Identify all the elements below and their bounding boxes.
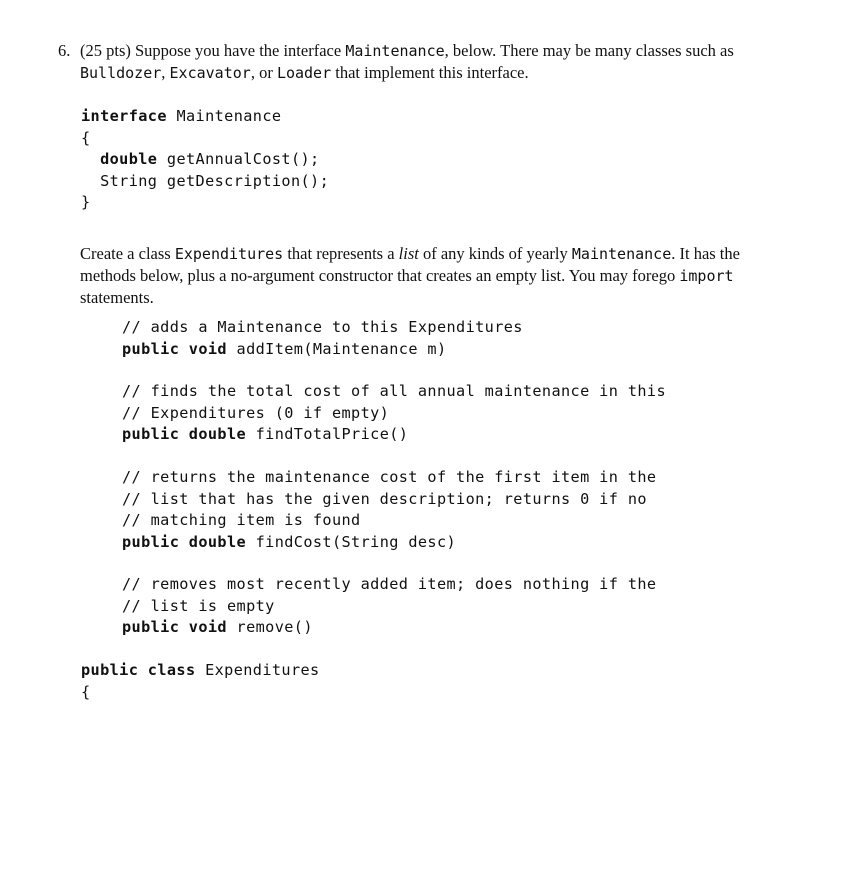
class-start-code: public class Expenditures { bbox=[81, 661, 320, 701]
method-spec-findcost: // returns the maintenance cost of the first item in the // list that has the given description; returns 0 if no // matching item is found public double findCost(String desc) bbox=[122, 468, 657, 551]
interface-code-block: interface Maintenance { double getAnnualCost(); String getDescription(); } bbox=[81, 107, 330, 211]
method-spec-additem: // adds a Maintenance to this Expenditures public void addItem(Maintenance m) bbox=[122, 318, 523, 358]
method-spec-findtotalprice: // finds the total cost of all annual maintenance in this // Expenditures (0 if empty) public double findTotalPrice() bbox=[122, 382, 666, 443]
question-number: 6. bbox=[58, 41, 71, 60]
method-spec-remove: // removes most recently added item; does nothing if the // list is empty public void remove() bbox=[122, 575, 657, 636]
question-intro: (25 pts) Suppose you have the interface Maintenance, below. There may be many classes such as Bulldozer, Excavator, or Loader that implement this interface. bbox=[80, 41, 734, 82]
task-description: Create a class Expenditures that represents a list of any kinds of yearly Maintenance. It has the methods below, plus a no-argument constructor that creates an empty list. You may forego import statements. bbox=[80, 244, 740, 307]
question-points: (25 pts) bbox=[80, 41, 131, 60]
